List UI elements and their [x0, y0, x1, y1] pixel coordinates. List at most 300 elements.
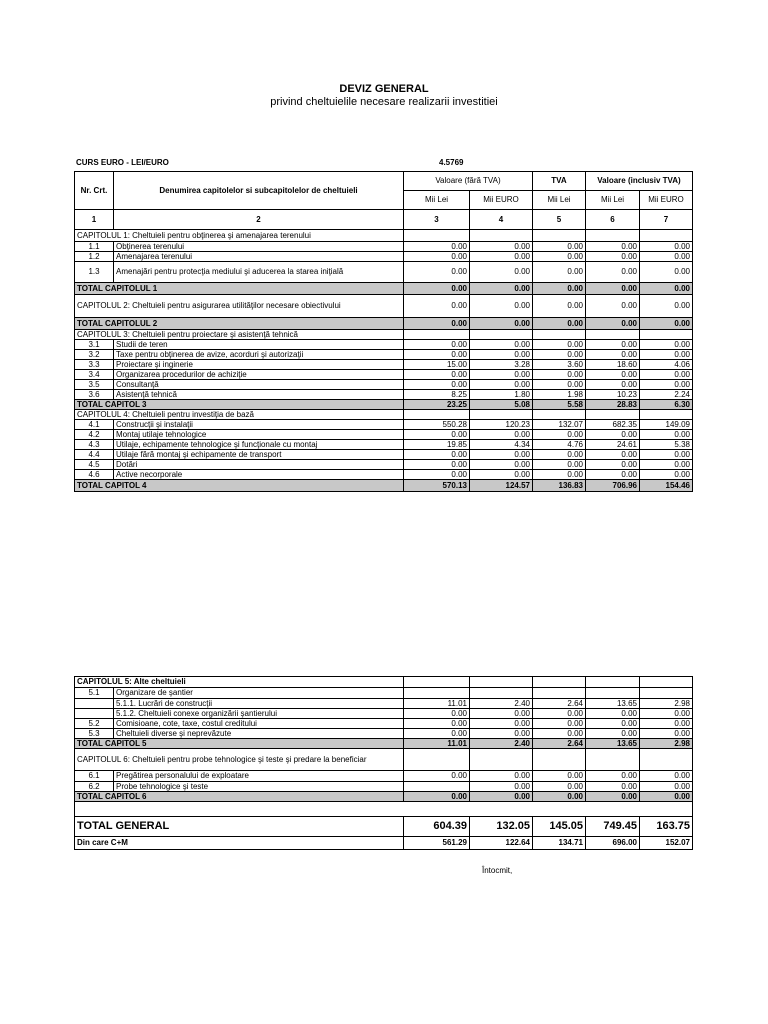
row-label: Taxe pentru obţinerea de avize, acorduri şi autorizaţii — [114, 350, 404, 360]
empty-cell — [640, 410, 693, 420]
chapter-total-row — [75, 480, 693, 492]
empty-cell — [404, 677, 470, 688]
empty-cell — [640, 688, 693, 699]
table-row — [75, 460, 693, 470]
table-row — [75, 430, 693, 440]
table-row — [75, 699, 693, 709]
total-value: 0.00 — [470, 792, 533, 802]
column-index: 5 — [533, 210, 586, 230]
row-label: Montaj utilaje tehnologice — [114, 430, 404, 440]
value-cell: 0.00 — [404, 242, 470, 252]
value-cell: 0.00 — [640, 470, 693, 480]
empty-cell — [640, 230, 693, 242]
value-cell: 0.00 — [640, 380, 693, 390]
value-cell: 149.09 — [640, 420, 693, 430]
value-cell: 0.00 — [533, 450, 586, 460]
value-cell: 0.00 — [640, 340, 693, 350]
table-row — [75, 262, 693, 283]
value-cell: 0.00 — [533, 430, 586, 440]
total-value: 5.58 — [533, 400, 586, 410]
row-label: Organizarea procedurilor de achiziţie — [114, 370, 404, 380]
value-cell: 0.00 — [586, 470, 640, 480]
value-cell: 0.00 — [404, 252, 470, 262]
value-cell: 0.00 — [533, 380, 586, 390]
budget-table-main — [74, 171, 693, 492]
row-label: Comisioane, cote, taxe, costul creditului — [114, 719, 404, 729]
empty-cell — [586, 749, 640, 771]
column-index: 2 — [114, 210, 404, 230]
value-cell: 5.38 — [640, 440, 693, 450]
row-label: Utilaje, echipamente tehnologice şi funcţionale cu montaj — [114, 440, 404, 450]
total-label: TOTAL CAPITOL 5 — [75, 739, 404, 749]
total-value: 2.98 — [640, 739, 693, 749]
value-cell: 0.00 — [470, 430, 533, 440]
empty-cell — [640, 330, 693, 340]
value-cell: 0.00 — [586, 460, 640, 470]
value-cell: 0.00 — [533, 340, 586, 350]
row-label: 5.1.2. Cheltuieli conexe organizării şantierului — [114, 709, 404, 719]
chapter-row — [75, 677, 693, 688]
value-cell: 0.00 — [533, 782, 586, 792]
empty-cell — [586, 330, 640, 340]
empty-cell — [533, 330, 586, 340]
value-cell: 3.60 — [533, 360, 586, 370]
value-cell: 0.00 — [586, 242, 640, 252]
row-number: 3.2 — [75, 350, 114, 360]
row-label: Studii de teren — [114, 340, 404, 350]
value-cell: 0.00 — [586, 782, 640, 792]
value-cell: 0.00 — [586, 450, 640, 460]
value-cell: 0.00 — [586, 340, 640, 350]
value-cell: 0.00 — [586, 262, 640, 283]
value-cell: 0.00 — [470, 262, 533, 283]
total-label: TOTAL CAPITOL 4 — [75, 480, 404, 492]
unit-mii-euro: Mii EURO — [470, 191, 533, 210]
value-cell — [404, 782, 470, 792]
value-cell: 0.00 — [404, 295, 470, 318]
unit-mii-lei: Mii Lei — [586, 191, 640, 210]
chapter-total-row — [75, 283, 693, 295]
empty-cell — [586, 688, 640, 699]
table-row — [75, 390, 693, 400]
row-number: 1.3 — [75, 262, 114, 283]
value-cell: 0.00 — [640, 771, 693, 782]
value-cell: 0.00 — [533, 350, 586, 360]
table-row — [75, 420, 693, 430]
value-cell: 0.00 — [404, 430, 470, 440]
empty-cell — [470, 230, 533, 242]
total-value: 0.00 — [533, 318, 586, 330]
value-cell: 0.00 — [640, 262, 693, 283]
value-cell: 0.00 — [586, 430, 640, 440]
value-cell: 2.98 — [640, 699, 693, 709]
row-number: 5.1 — [75, 688, 114, 699]
unit-mii-euro: Mii EURO — [640, 191, 693, 210]
value-cell: 8.25 — [404, 390, 470, 400]
total-value: 706.96 — [586, 480, 640, 492]
unit-mii-lei: Mii Lei — [533, 191, 586, 210]
table-row — [75, 771, 693, 782]
value-cell: 18.60 — [586, 360, 640, 370]
chapter-total-row — [75, 318, 693, 330]
value-cell: 0.00 — [404, 729, 470, 739]
value-cell: 0.00 — [640, 252, 693, 262]
table-row — [75, 380, 693, 390]
row-label: Cheltuieli diverse şi neprevăzute — [114, 729, 404, 739]
value-cell: 0.00 — [470, 380, 533, 390]
value-cell: 0.00 — [533, 262, 586, 283]
value-cell: 0.00 — [586, 252, 640, 262]
value-cell: 0.00 — [640, 719, 693, 729]
empty-cell — [533, 410, 586, 420]
value-cell: 0.00 — [404, 350, 470, 360]
total-value: 0.00 — [586, 792, 640, 802]
grand-total-row — [75, 817, 693, 837]
empty-cell — [404, 410, 470, 420]
value-cell: 0.00 — [470, 295, 533, 318]
total-label: TOTAL CAPITOLUL 2 — [75, 318, 404, 330]
empty-cell — [533, 230, 586, 242]
chapter-title: CAPITOLUL 3: Cheltuieli pentru proiectare şi asistenţă tehnică — [75, 330, 404, 340]
document-title: DEVIZ GENERAL — [339, 83, 429, 95]
total-value: 0.00 — [640, 283, 693, 295]
empty-cell — [404, 330, 470, 340]
prepared-by-label: Întocmit, — [482, 866, 513, 875]
column-index: 1 — [75, 210, 114, 230]
row-label: Active necorporale — [114, 470, 404, 480]
value-cell: 0.00 — [640, 242, 693, 252]
total-value: 2.64 — [533, 739, 586, 749]
value-cell: 0.00 — [404, 262, 470, 283]
value-cell: 0.00 — [640, 450, 693, 460]
value-cell: 0.00 — [586, 350, 640, 360]
row-number: 3.3 — [75, 360, 114, 370]
total-value: 0.00 — [404, 283, 470, 295]
empty-cell — [586, 410, 640, 420]
total-value: 5.08 — [470, 400, 533, 410]
row-number — [75, 709, 114, 719]
total-value: 11.01 — [404, 739, 470, 749]
total-value: 6.30 — [640, 400, 693, 410]
row-label: 5.1.1. Lucrări de construcţii — [114, 699, 404, 709]
total-value: 570.13 — [404, 480, 470, 492]
row-number: 6.2 — [75, 782, 114, 792]
value-cell: 0.00 — [640, 430, 693, 440]
column-header-value-excl-vat: Valoare (fără TVA) — [404, 172, 533, 191]
value-cell: 0.00 — [640, 729, 693, 739]
value-cell: 0.00 — [533, 242, 586, 252]
value-cell: 0.00 — [470, 340, 533, 350]
total-value: 0.00 — [470, 283, 533, 295]
row-number: 5.2 — [75, 719, 114, 729]
row-number: 4.1 — [75, 420, 114, 430]
table-row — [75, 688, 693, 699]
value-cell: 0.00 — [404, 771, 470, 782]
chapter-title: CAPITOLUL 1: Cheltuieli pentru obţinerea şi amenajarea terenului — [75, 230, 404, 242]
column-index: 4 — [470, 210, 533, 230]
subtotal-value: 122.64 — [470, 837, 533, 850]
table-row — [75, 252, 693, 262]
chapter-row — [75, 295, 693, 318]
table-row — [75, 370, 693, 380]
total-value: 0.00 — [586, 283, 640, 295]
value-cell: 0.00 — [586, 771, 640, 782]
value-cell: 10.23 — [586, 390, 640, 400]
total-value: 154.46 — [640, 480, 693, 492]
value-cell: 3.28 — [470, 360, 533, 370]
value-cell: 0.00 — [640, 782, 693, 792]
value-cell: 4.34 — [470, 440, 533, 450]
row-label: Dotări — [114, 460, 404, 470]
total-value: 0.00 — [533, 283, 586, 295]
row-label: Pregătirea personalului de exploatare — [114, 771, 404, 782]
total-value: 0.00 — [470, 318, 533, 330]
chapter-total-row — [75, 792, 693, 802]
column-index: 3 — [404, 210, 470, 230]
value-cell: 2.40 — [470, 699, 533, 709]
column-index: 7 — [640, 210, 693, 230]
chapter-row — [75, 749, 693, 771]
empty-cell — [404, 688, 470, 699]
row-number: 3.1 — [75, 340, 114, 350]
value-cell: 0.00 — [470, 470, 533, 480]
row-label: Amenajări pentru protecţia mediului şi aducerea la starea iniţială — [114, 262, 404, 283]
total-value: 0.00 — [640, 792, 693, 802]
value-cell: 13.65 — [586, 699, 640, 709]
construction-subtotal-row — [75, 837, 693, 850]
total-label: TOTAL CAPITOL 6 — [75, 792, 404, 802]
table-row — [75, 350, 693, 360]
row-label: Probe tehnologice şi teste — [114, 782, 404, 792]
grand-total-value: 145.05 — [533, 817, 586, 837]
row-label: Organizare de şantier — [114, 688, 404, 699]
row-label: Proiectare şi inginerie — [114, 360, 404, 370]
grand-total-value: 749.45 — [586, 817, 640, 837]
row-number: 3.5 — [75, 380, 114, 390]
chapter-title: CAPITOLUL 2: Cheltuieli pentru asigurarea utilităţilor necesare obiectivului — [75, 295, 404, 318]
row-number: 5.3 — [75, 729, 114, 739]
value-cell: 2.64 — [533, 699, 586, 709]
value-cell: 0.00 — [470, 450, 533, 460]
chapter-title: CAPITOLUL 5: Alte cheltuieli — [75, 677, 404, 688]
column-header-vat: TVA — [533, 172, 586, 191]
row-number — [75, 699, 114, 709]
column-header-value-incl-vat: Valoare (inclusiv TVA) — [586, 172, 693, 191]
value-cell: 0.00 — [404, 450, 470, 460]
value-cell: 0.00 — [533, 709, 586, 719]
empty-cell — [533, 677, 586, 688]
value-cell: 2.24 — [640, 390, 693, 400]
empty-cell — [404, 230, 470, 242]
empty-cell — [470, 330, 533, 340]
value-cell: 0.00 — [640, 709, 693, 719]
empty-cell — [533, 749, 586, 771]
total-value: 0.00 — [404, 318, 470, 330]
total-value: 13.65 — [586, 739, 640, 749]
total-value: 0.00 — [586, 318, 640, 330]
total-label: TOTAL CAPITOLUL 1 — [75, 283, 404, 295]
value-cell: 0.00 — [586, 729, 640, 739]
value-cell: 0.00 — [404, 370, 470, 380]
value-cell: 0.00 — [404, 470, 470, 480]
row-label: Asistenţă tehnică — [114, 390, 404, 400]
value-cell: 0.00 — [533, 370, 586, 380]
table-row — [75, 360, 693, 370]
value-cell: 0.00 — [470, 782, 533, 792]
row-number: 3.4 — [75, 370, 114, 380]
total-value: 2.40 — [470, 739, 533, 749]
table-row — [75, 729, 693, 739]
chapter-title: CAPITOLUL 4: Cheltuieli pentru investiţia de bază — [75, 410, 404, 420]
value-cell: 0.00 — [470, 771, 533, 782]
value-cell: 0.00 — [404, 719, 470, 729]
empty-cell — [470, 749, 533, 771]
value-cell: 120.23 — [470, 420, 533, 430]
value-cell: 550.28 — [404, 420, 470, 430]
column-header-name: Denumirea capitolelor si subcapitolelor de cheltuieli — [114, 172, 404, 210]
value-cell: 0.00 — [533, 460, 586, 470]
value-cell: 0.00 — [533, 295, 586, 318]
subtotal-value: 134.71 — [533, 837, 586, 850]
value-cell: 0.00 — [586, 380, 640, 390]
row-label: Amenajarea terenului — [114, 252, 404, 262]
table-row — [75, 242, 693, 252]
value-cell: 0.00 — [586, 709, 640, 719]
value-cell: 0.00 — [533, 729, 586, 739]
value-cell: 0.00 — [640, 350, 693, 360]
empty-cell — [586, 677, 640, 688]
column-header-nr: Nr. Crt. — [75, 172, 114, 210]
empty-cell — [75, 802, 693, 817]
table-row — [75, 719, 693, 729]
total-value: 23.25 — [404, 400, 470, 410]
total-value: 28.83 — [586, 400, 640, 410]
total-value: 136.83 — [533, 480, 586, 492]
value-cell: 15.00 — [404, 360, 470, 370]
chapter-title: CAPITOLUL 6: Cheltuieli pentru probe tehnologice şi teste şi predare la beneficiar — [75, 749, 404, 771]
value-cell: 0.00 — [640, 295, 693, 318]
chapter-row — [75, 230, 693, 242]
chapter-row — [75, 330, 693, 340]
empty-cell — [640, 749, 693, 771]
value-cell: 11.01 — [404, 699, 470, 709]
value-cell: 0.00 — [533, 252, 586, 262]
value-cell: 0.00 — [404, 340, 470, 350]
row-label: Utilaje fără montaj şi echipamente de transport — [114, 450, 404, 460]
subtotal-value: 561.29 — [404, 837, 470, 850]
empty-cell — [586, 230, 640, 242]
total-label: TOTAL CAPITOL 3 — [75, 400, 404, 410]
value-cell: 1.80 — [470, 390, 533, 400]
total-value: 124.57 — [470, 480, 533, 492]
value-cell: 682.35 — [586, 420, 640, 430]
empty-cell — [533, 688, 586, 699]
row-number: 1.2 — [75, 252, 114, 262]
value-cell: 24.61 — [586, 440, 640, 450]
value-cell: 4.06 — [640, 360, 693, 370]
total-value: 0.00 — [640, 318, 693, 330]
value-cell: 0.00 — [586, 370, 640, 380]
row-label: Construcţii şi instalaţii — [114, 420, 404, 430]
row-label: Obţinerea terenului — [114, 242, 404, 252]
row-number: 4.6 — [75, 470, 114, 480]
subtotal-value: 152.07 — [640, 837, 693, 850]
table-row — [75, 470, 693, 480]
value-cell: 19.85 — [404, 440, 470, 450]
chapter-total-row — [75, 739, 693, 749]
value-cell: 0.00 — [533, 719, 586, 729]
grand-total-value: 132.05 — [470, 817, 533, 837]
row-number: 4.5 — [75, 460, 114, 470]
column-index: 6 — [586, 210, 640, 230]
value-cell: 0.00 — [404, 380, 470, 390]
table-row — [75, 782, 693, 792]
chapter-row — [75, 410, 693, 420]
value-cell: 0.00 — [470, 719, 533, 729]
table-row — [75, 709, 693, 719]
empty-cell — [470, 688, 533, 699]
value-cell: 0.00 — [470, 709, 533, 719]
value-cell: 0.00 — [470, 350, 533, 360]
grand-total-value: 163.75 — [640, 817, 693, 837]
empty-cell — [470, 677, 533, 688]
row-number: 4.4 — [75, 450, 114, 460]
total-value: 0.00 — [404, 792, 470, 802]
empty-cell — [470, 410, 533, 420]
value-cell: 0.00 — [470, 370, 533, 380]
value-cell: 0.00 — [404, 709, 470, 719]
empty-cell — [640, 677, 693, 688]
value-cell: 0.00 — [586, 719, 640, 729]
row-number: 4.3 — [75, 440, 114, 450]
grand-total-label: TOTAL GENERAL — [75, 817, 404, 837]
row-number: 4.2 — [75, 430, 114, 440]
table-row — [75, 450, 693, 460]
exchange-rate-value: 4.5769 — [439, 158, 464, 167]
value-cell: 0.00 — [470, 729, 533, 739]
subtotal-value: 696.00 — [586, 837, 640, 850]
grand-total-value: 604.39 — [404, 817, 470, 837]
unit-mii-lei: Mii Lei — [404, 191, 470, 210]
value-cell: 0.00 — [404, 460, 470, 470]
value-cell: 0.00 — [470, 242, 533, 252]
row-number: 6.1 — [75, 771, 114, 782]
value-cell: 0.00 — [640, 460, 693, 470]
value-cell: 1.98 — [533, 390, 586, 400]
table-row — [75, 440, 693, 450]
table-row — [75, 340, 693, 350]
value-cell: 132.07 — [533, 420, 586, 430]
total-value: 0.00 — [533, 792, 586, 802]
value-cell: 4.76 — [533, 440, 586, 450]
row-label: Consultanţă — [114, 380, 404, 390]
document-subtitle: privind cheltuielile necesare realizarii investitiei — [270, 96, 498, 108]
value-cell: 0.00 — [533, 470, 586, 480]
exchange-rate-label: CURS EURO - LEI/EURO — [76, 158, 169, 167]
row-number: 1.1 — [75, 242, 114, 252]
value-cell: 0.00 — [640, 370, 693, 380]
row-number: 3.6 — [75, 390, 114, 400]
chapter-total-row — [75, 400, 693, 410]
value-cell: 0.00 — [470, 252, 533, 262]
empty-cell — [404, 749, 470, 771]
budget-table-secondary — [74, 676, 693, 850]
value-cell: 0.00 — [586, 295, 640, 318]
subtotal-label: Din care C+M — [75, 837, 404, 850]
value-cell: 0.00 — [470, 460, 533, 470]
spacer-row — [75, 802, 693, 817]
value-cell: 0.00 — [533, 771, 586, 782]
